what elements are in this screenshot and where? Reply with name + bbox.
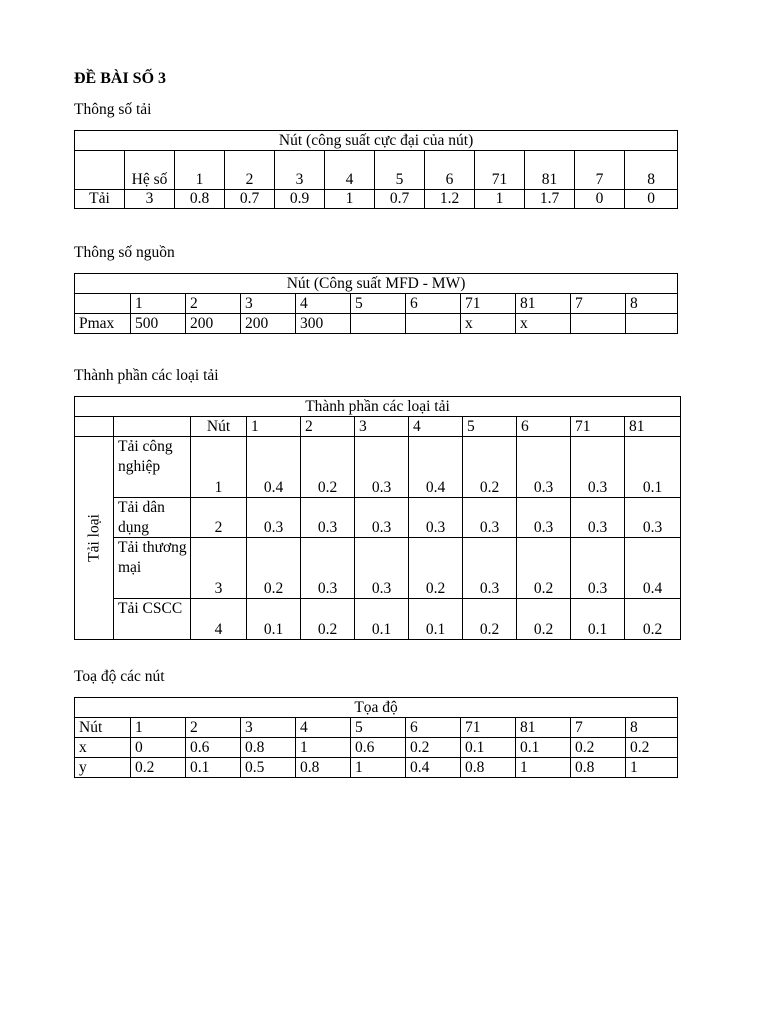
composition-value-cell: 0.4	[409, 437, 463, 498]
load-header-cell: 5	[375, 151, 425, 190]
composition-value-cell: 0.3	[571, 498, 625, 538]
source-value-cell	[406, 314, 461, 334]
source-header-cell: 1	[131, 294, 186, 314]
load-value-cell: 1	[325, 190, 375, 209]
coordinate-cell: 0.8	[241, 738, 296, 758]
load-type-label: Tải thương mại	[114, 538, 191, 599]
load-type-side-label	[75, 437, 114, 640]
load-type-row	[75, 498, 681, 538]
load-type-row	[75, 437, 681, 498]
load-value-cell: 1	[475, 190, 525, 209]
load-header-cell: Hệ số	[125, 151, 175, 190]
source-header-cell	[75, 294, 131, 314]
row-label: x	[75, 738, 131, 758]
load-type-label: Tải dân dụng	[114, 498, 191, 538]
source-params-header-row	[75, 294, 678, 314]
composition-value-cell: 0.1	[355, 599, 409, 640]
coordinate-cell: 7	[571, 718, 626, 738]
load-header-cell: 1	[175, 151, 225, 190]
coordinate-cell: 0.4	[406, 758, 461, 778]
load-type-label: Tải công nghiệp	[114, 437, 191, 498]
load-value-cell: 1.2	[425, 190, 475, 209]
composition-value-cell: 0.3	[301, 498, 355, 538]
row-label: Pmax	[75, 314, 131, 334]
coordinate-cell: 1	[296, 738, 351, 758]
composition-header-cell: 81	[625, 417, 681, 437]
coordinate-cell: 0	[131, 738, 186, 758]
coordinate-cell: 0.8	[461, 758, 516, 778]
composition-header-cell: Nút	[191, 417, 247, 437]
composition-value-cell: 0.3	[463, 498, 517, 538]
composition-value-cell: 0.3	[625, 498, 681, 538]
load-header-cell: 7	[575, 151, 625, 190]
load-composition-caption: Thành phần các loại tải	[75, 397, 681, 417]
row-label: Nút	[75, 718, 131, 738]
composition-value-cell: 0.1	[625, 437, 681, 498]
load-header-cell: 2	[225, 151, 275, 190]
composition-header-cell: 6	[517, 417, 571, 437]
coordinate-cell: 0.6	[186, 738, 241, 758]
composition-value-cell: 0.3	[355, 538, 409, 599]
load-value-cell: 3	[125, 190, 175, 209]
load-params-header-row	[75, 151, 678, 190]
composition-value-cell: 0.2	[409, 538, 463, 599]
load-value-cell: 0	[625, 190, 678, 209]
composition-value-cell: 0.3	[355, 498, 409, 538]
composition-value-cell: 0.3	[247, 498, 301, 538]
coordinate-cell: 8	[626, 718, 678, 738]
source-header-cell: 81	[516, 294, 571, 314]
source-value-cell	[351, 314, 406, 334]
load-composition-title: Thành phần các loại tải	[74, 367, 219, 384]
composition-header-cell: 71	[571, 417, 625, 437]
document-title: ĐỀ BÀI SỐ 3	[74, 70, 167, 87]
composition-header-cell: 2	[301, 417, 355, 437]
load-header-cell: 81	[525, 151, 575, 190]
source-value-cell: 200	[186, 314, 241, 334]
coordinate-cell: 4	[296, 718, 351, 738]
coordinate-cell: 1	[131, 718, 186, 738]
load-type-number: 1	[191, 437, 247, 498]
load-header-cell: 8	[625, 151, 678, 190]
composition-value-cell: 0.3	[463, 538, 517, 599]
source-value-cell: 300	[296, 314, 351, 334]
composition-value-cell: 0.2	[301, 599, 355, 640]
source-header-cell: 3	[241, 294, 296, 314]
composition-value-cell: 0.3	[517, 437, 571, 498]
load-header-cell: 71	[475, 151, 525, 190]
source-header-cell: 8	[626, 294, 678, 314]
composition-header-cell: 3	[355, 417, 409, 437]
coordinate-cell: 71	[461, 718, 516, 738]
composition-value-cell: 0.4	[625, 538, 681, 599]
load-type-number: 4	[191, 599, 247, 640]
coordinate-cell: 0.5	[241, 758, 296, 778]
coordinate-cell: 0.8	[571, 758, 626, 778]
composition-value-cell: 0.2	[517, 538, 571, 599]
composition-value-cell: 0.3	[355, 437, 409, 498]
load-value-cell: 1.7	[525, 190, 575, 209]
row-label: y	[75, 758, 131, 778]
composition-header-cell: 5	[463, 417, 517, 437]
load-params-caption: Nút (công suất cực đại của nút)	[75, 131, 678, 151]
coordinate-cell: 0.2	[131, 758, 186, 778]
composition-value-cell: 0.4	[247, 437, 301, 498]
source-value-cell: x	[461, 314, 516, 334]
coordinate-cell: 6	[406, 718, 461, 738]
load-composition-header-row	[75, 417, 681, 437]
coordinates-value-row	[75, 758, 678, 778]
coordinate-cell: 0.1	[461, 738, 516, 758]
load-header-cell	[75, 151, 125, 190]
composition-value-cell: 0.1	[247, 599, 301, 640]
coordinate-cell: 2	[186, 718, 241, 738]
composition-value-cell: 0.2	[301, 437, 355, 498]
load-header-cell: 3	[275, 151, 325, 190]
coordinate-cell: 0.2	[406, 738, 461, 758]
coordinate-cell: 81	[516, 718, 571, 738]
source-header-cell: 4	[296, 294, 351, 314]
coordinate-cell: 0.8	[296, 758, 351, 778]
source-params-caption: Nút (Công suất MFD - MW)	[75, 274, 678, 294]
row-label: Tải	[75, 190, 125, 209]
source-params-value-row	[75, 314, 678, 334]
coordinate-cell: 1	[516, 758, 571, 778]
load-value-cell: 0.7	[375, 190, 425, 209]
load-params-value-row	[75, 190, 678, 209]
source-header-cell: 5	[351, 294, 406, 314]
source-value-cell	[626, 314, 678, 334]
composition-value-cell: 0.3	[517, 498, 571, 538]
empty-cell	[114, 417, 191, 437]
composition-value-cell: 0.1	[571, 599, 625, 640]
composition-value-cell: 0.2	[625, 599, 681, 640]
load-type-number: 2	[191, 498, 247, 538]
coordinates-title: Toạ độ các nút	[74, 668, 165, 685]
load-params-table	[74, 130, 678, 209]
load-value-cell: 0	[575, 190, 625, 209]
composition-value-cell: 0.2	[463, 437, 517, 498]
load-value-cell: 0.9	[275, 190, 325, 209]
load-header-cell: 6	[425, 151, 475, 190]
coordinate-cell: 0.2	[571, 738, 626, 758]
source-params-table	[74, 273, 678, 334]
load-type-row	[75, 599, 681, 640]
load-type-row	[75, 538, 681, 599]
coordinate-cell: 0.1	[186, 758, 241, 778]
composition-value-cell: 0.2	[463, 599, 517, 640]
source-value-cell	[571, 314, 626, 334]
coordinate-cell: 1	[351, 758, 406, 778]
load-params-title: Thông số tải	[74, 101, 152, 118]
coordinate-cell: 0.6	[351, 738, 406, 758]
coordinates-header-row	[75, 718, 678, 738]
load-value-cell: 0.8	[175, 190, 225, 209]
load-type-number: 3	[191, 538, 247, 599]
load-header-cell: 4	[325, 151, 375, 190]
coordinates-value-row	[75, 738, 678, 758]
coordinate-cell: 3	[241, 718, 296, 738]
coordinates-caption: Tọa độ	[75, 698, 678, 718]
composition-value-cell: 0.3	[571, 437, 625, 498]
empty-cell	[75, 417, 114, 437]
source-value-cell: x	[516, 314, 571, 334]
source-header-cell: 2	[186, 294, 241, 314]
load-type-side-text: Tải loại	[85, 514, 103, 562]
load-value-cell: 0.7	[225, 190, 275, 209]
coordinate-cell: 0.2	[626, 738, 678, 758]
coordinate-cell: 5	[351, 718, 406, 738]
source-value-cell: 500	[131, 314, 186, 334]
source-value-cell: 200	[241, 314, 296, 334]
composition-value-cell: 0.3	[571, 538, 625, 599]
coordinate-cell: 1	[626, 758, 678, 778]
composition-value-cell: 0.3	[301, 538, 355, 599]
source-header-cell: 71	[461, 294, 516, 314]
composition-header-cell: 4	[409, 417, 463, 437]
source-header-cell: 7	[571, 294, 626, 314]
composition-value-cell: 0.3	[409, 498, 463, 538]
composition-value-cell: 0.2	[517, 599, 571, 640]
source-header-cell: 6	[406, 294, 461, 314]
composition-header-cell: 1	[247, 417, 301, 437]
coordinates-table	[74, 697, 678, 778]
load-type-label: Tải CSCC	[114, 599, 191, 640]
coordinate-cell: 0.1	[516, 738, 571, 758]
composition-value-cell: 0.1	[409, 599, 463, 640]
load-composition-table	[74, 396, 681, 640]
composition-value-cell: 0.2	[247, 538, 301, 599]
source-params-title: Thông số nguồn	[74, 244, 175, 261]
